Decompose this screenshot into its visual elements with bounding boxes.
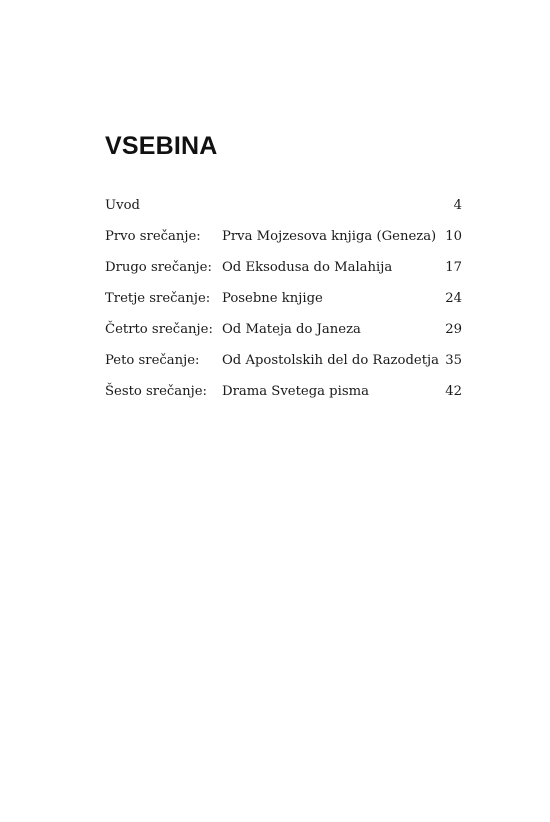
toc-chapter-title: Posebne knjige <box>222 291 323 306</box>
toc-row <box>105 382 462 413</box>
toc-session-label: Uvod <box>105 198 140 213</box>
toc-page-number: 42 <box>445 384 462 399</box>
toc-chapter-title: Od Apostolskih del do Razodetja <box>222 353 439 368</box>
toc-row <box>105 227 462 258</box>
toc-page-number: 17 <box>445 260 462 275</box>
toc-page-number: 10 <box>445 229 462 244</box>
toc-row <box>105 320 462 351</box>
toc-session-label: Četrto srečanje: <box>105 322 213 337</box>
toc-row <box>105 258 462 289</box>
toc-chapter-title: Od Mateja do Janeza <box>222 322 361 337</box>
toc-row <box>105 289 462 320</box>
toc-chapter-title: Drama Svetega pisma <box>222 384 369 399</box>
toc-session-label: Peto srečanje: <box>105 353 200 368</box>
toc-session-label: Tretje srečanje: <box>105 291 211 306</box>
toc-session-label: Šesto srečanje: <box>105 384 207 399</box>
toc-page-number: 24 <box>445 291 462 306</box>
toc-page-number: 29 <box>445 322 462 337</box>
toc-session-label: Drugo srečanje: <box>105 260 212 275</box>
page-title: VSEBINA <box>105 132 218 160</box>
toc-page-number: 4 <box>453 198 462 213</box>
toc-chapter-title: Od Eksodusa do Malahija <box>222 260 393 275</box>
toc-page-number: 35 <box>445 353 462 368</box>
table-of-contents <box>105 196 462 413</box>
toc-chapter-title: Prva Mojzesova knjiga (Geneza) <box>222 229 437 244</box>
toc-row <box>105 196 462 227</box>
toc-row <box>105 351 462 382</box>
toc-session-label: Prvo srečanje: <box>105 229 201 244</box>
